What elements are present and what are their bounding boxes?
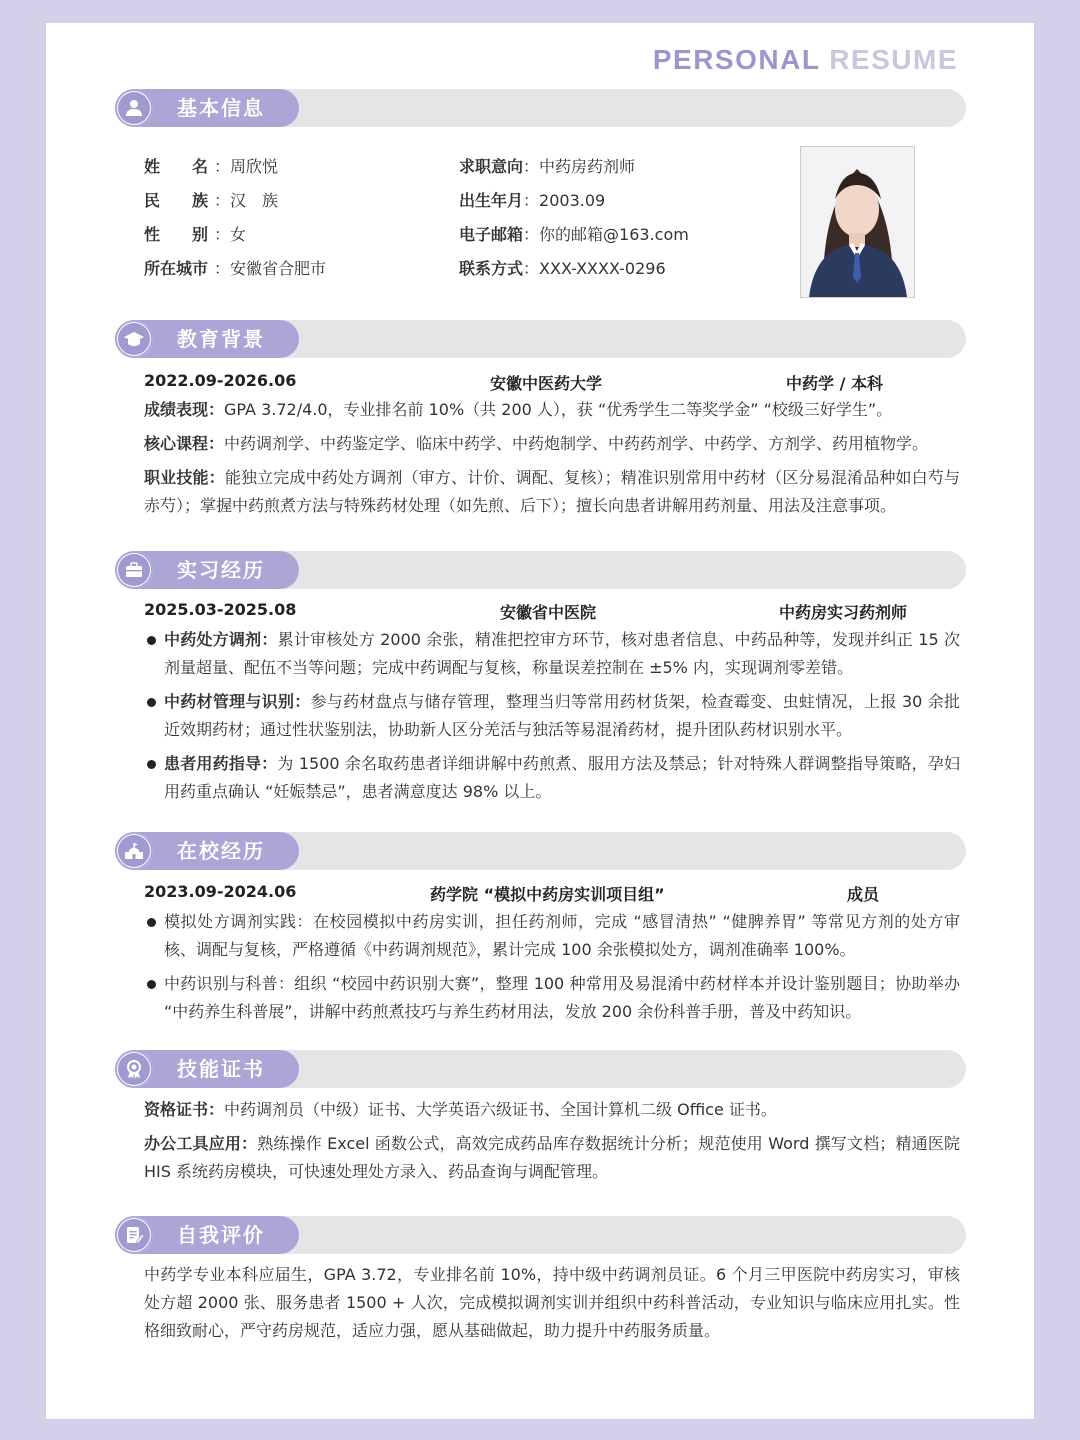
list-item: 模拟处方调剂实践：在校园模拟中药房实训，担任药剂师，完成 “感冒清热” “健脾养胃” 等常见方剂的处方审核、调配与复核，严格遵循《中药调剂规范》，累计完成 100 余张模拟处方，调剂准确率 100%。 bbox=[144, 908, 960, 964]
self-evaluation: 中药学专业本科应届生，GPA 3.72，专业排名前 10%，持中级中药调剂员证。6 个月三甲医院中药房实习，审核处方超 2000 张、服务患者 1500 + 人次，完成模拟调剂实训并组织中药科普活动，专业知识与临床应用扎实。性格细致耐心，严守药房规范，适应力强，愿从基础做起，助力提升中药服务质量。 bbox=[144, 1265, 960, 1340]
edu-grade: 成绩表现：GPA 3.72/4.0，专业排名前 10%（共 200 人），获 “优秀学生二等奖学金” “校级三好学生”。 bbox=[144, 400, 893, 419]
section-icon-circle bbox=[115, 89, 153, 127]
section-header-internship: 实习经历 bbox=[115, 551, 966, 589]
portrait-icon bbox=[801, 147, 914, 297]
intern-date: 2025.03-2025.08 bbox=[144, 600, 297, 619]
person-icon bbox=[123, 97, 145, 119]
campus-date: 2023.09-2024.06 bbox=[144, 882, 297, 901]
list-item: 中药识别与科普：组织 “校园中药识别大赛”，整理 100 种常用及易混淆中药材样本并设计鉴别题目；协助举办 “中药养生科普展”，讲解中药煎煮技巧与养生药材用法，发放 200 余份科普手册，普及中药知识。 bbox=[144, 970, 960, 1026]
graduation-cap-icon bbox=[123, 328, 145, 350]
intern-org: 安徽省中医院 bbox=[500, 603, 597, 622]
award-medal-icon bbox=[123, 1058, 145, 1080]
edu-school: 安徽中医药大学 bbox=[490, 374, 603, 393]
campus-org: 药学院 “模拟中药房实训项目组” bbox=[430, 885, 665, 904]
list-item: 患者用药指导：为 1500 余名取药患者详细讲解中药煎煮、服用方法及禁忌；针对特殊人群调整指导策略，孕妇用药重点确认 “妊娠禁忌”，患者满意度达 98% 以上。 bbox=[144, 750, 960, 806]
list-item: 中药处方调剂：累计审核处方 2000 余张，精准把控审方环节，核对患者信息、中药品种等，发现并纠正 15 次剂量超量、配伍不当等问题；完成中药调配与复核，称量误差控制在 ±5% 内，实现调剂零差错。 bbox=[144, 626, 960, 682]
section-header-self: 自我评价 bbox=[115, 1216, 966, 1254]
campus-role: 成员 bbox=[847, 885, 880, 904]
section-header-education: 教育背景 bbox=[115, 320, 966, 358]
info-name: 姓 名 ：周欣悦 bbox=[144, 157, 279, 176]
edu-date: 2022.09-2026.06 bbox=[144, 371, 297, 390]
info-ethnic: 民 族 ：汉 族 bbox=[144, 191, 279, 210]
brand-title bbox=[653, 44, 958, 76]
brand-part2: RESUME bbox=[829, 44, 958, 75]
info-email: 电子邮箱：你的邮箱@163.com bbox=[459, 225, 689, 244]
info-job: 求职意向：中药房药剂师 bbox=[459, 157, 636, 176]
section-header-skills: 技能证书 bbox=[115, 1050, 966, 1088]
edu-skill: 职业技能：能独立完成中药处方调剂（审方、计价、调配、复核）；精准识别常用中药材（区分易混淆品种如白芍与赤芍）；掌握中药煎煮方法与特殊药材处理（如先煎、后下）；擅长向患者讲解用药剂量、用法及注意事项。 bbox=[144, 468, 960, 515]
info-gender: 性 别 ：女 bbox=[144, 225, 247, 244]
brand-part1: PERSONAL bbox=[652, 44, 820, 75]
skills-cert: 资格证书：中药调剂员（中级）证书、大学英语六级证书、全国计算机二级 Office 证书。 bbox=[144, 1100, 777, 1119]
section-title: 基本信息 bbox=[177, 96, 265, 120]
briefcase-icon bbox=[123, 559, 145, 581]
edu-major: 中药学 / 本科 bbox=[786, 374, 883, 393]
edu-course: 核心课程：中药调剂学、中药鉴定学、临床中药学、中药炮制学、中药药剂学、中药学、方剂学、药用植物学。 bbox=[144, 434, 929, 453]
section-header-basic bbox=[115, 89, 966, 127]
school-building-icon bbox=[123, 840, 145, 862]
intern-role: 中药房实习药剂师 bbox=[779, 603, 908, 622]
document-edit-icon bbox=[123, 1224, 145, 1246]
info-city: 所在城市 ：安徽省合肥市 bbox=[144, 259, 327, 278]
section-header-campus: 在校经历 bbox=[115, 832, 966, 870]
list-item: 中药材管理与识别：参与药材盘点与储存管理，整理当归等常用药材货架，检查霉变、虫蛀情况，上报 30 余批近效期药材；通过性状鉴别法，协助新人区分羌活与独活等易混淆药材，提升团队药材识别水平。 bbox=[144, 688, 960, 744]
info-phone: 联系方式：XXX-XXXX-0296 bbox=[459, 259, 666, 278]
profile-photo bbox=[800, 146, 915, 298]
info-birth: 出生年月：2003.09 bbox=[459, 191, 606, 210]
skills-office: 办公工具应用：熟练操作 Excel 函数公式，高效完成药品库存数据统计分析；规范使用 Word 撰写文档；精通医院 HIS 系统药房模块，可快速处理处方录入、药品查询与调配管理。 bbox=[144, 1134, 960, 1181]
